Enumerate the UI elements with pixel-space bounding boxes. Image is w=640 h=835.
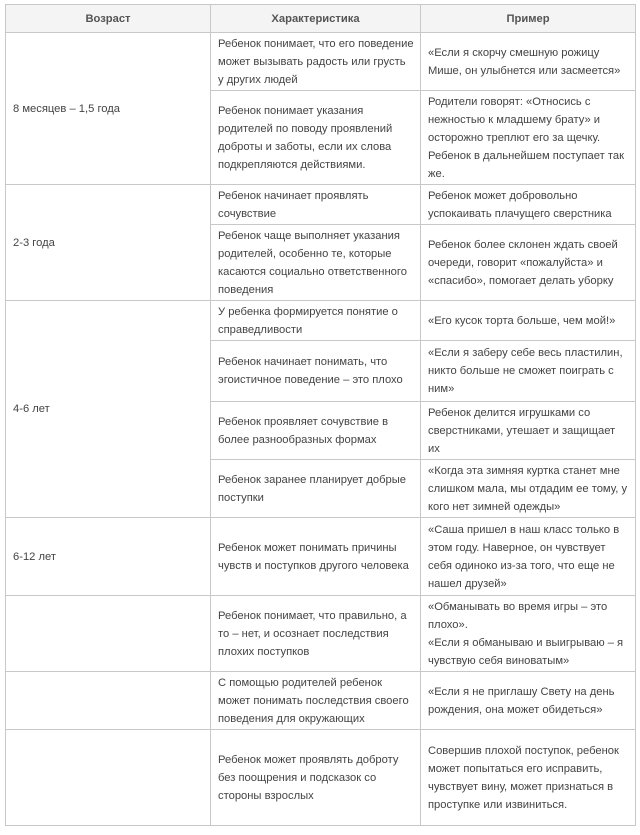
age-cell [6, 730, 211, 826]
example-cell: «Если я заберу себе весь пластилин, никто больше не сможет поиграть с ним» [421, 341, 636, 402]
characteristic-cell: Ребенок начинает проявлять сочувствие [211, 185, 421, 225]
header-characteristic: Характеристика [211, 5, 421, 33]
example-cell: «Если я не приглашу Свету на день рождения, она может обидеться» [421, 672, 636, 730]
header-age: Возраст [6, 5, 211, 33]
example-cell: «Когда эта зимняя куртка станет мне слишком мала, мы отдадим ее тому, у кого нет зимней одежды» [421, 460, 636, 518]
example-cell: «Если я скорчу смешную рожицу Мише, он улыбнется или засмеется» [421, 33, 636, 91]
development-table [5, 4, 636, 826]
age-cell: 8 месяцев – 1,5 года [6, 33, 211, 185]
example-cell: «Саша пришел в наш класс только в этом году. Наверное, он чувствует себя одиноко из-за того, что еще не нашел друзей» [421, 518, 636, 596]
characteristic-cell: У ребенка формируется понятие о справедливости [211, 301, 421, 341]
characteristic-cell: Ребенок понимает, что правильно, а то – нет, и осознает последствия плохих поступков [211, 596, 421, 672]
table-row [6, 596, 636, 672]
example-cell: Родители говорят: «Относись с нежностью к младшему брату» и осторожно треплют его за щечку. Ребенок в дальнейшем поступает так же. [421, 91, 636, 185]
characteristic-cell: Ребенок может понимать причины чувств и поступков другого человека [211, 518, 421, 596]
table-row [6, 185, 636, 225]
age-cell [6, 672, 211, 730]
characteristic-cell: Ребенок проявляет сочувствие в более разнообразных формах [211, 402, 421, 460]
example-cell: Ребенок может добровольно успокаивать плачущего сверстника [421, 185, 636, 225]
characteristic-cell: С помощью родителей ребенок может понимать последствия своего поведения для окружающих [211, 672, 421, 730]
age-cell: 2-3 года [6, 185, 211, 301]
table-row [6, 730, 636, 826]
characteristic-cell: Ребенок заранее планирует добрые поступки [211, 460, 421, 518]
table-row [6, 301, 636, 341]
characteristic-cell: Ребенок может проявлять доброту без поощрения и подсказок со стороны взрослых [211, 730, 421, 826]
table-row [6, 33, 636, 91]
characteristic-cell: Ребенок начинает понимать, что эгоистичное поведение – это плохо [211, 341, 421, 402]
example-cell: Ребенок делится игрушками со сверстниками, утешает и защищает их [421, 402, 636, 460]
table-row [6, 518, 636, 596]
header-example: Пример [421, 5, 636, 33]
characteristic-cell: Ребенок понимает указания родителей по поводу проявлений доброты и заботы, если их слова подкрепляются действиями. [211, 91, 421, 185]
header-row [6, 5, 636, 33]
example-cell: Совершив плохой поступок, ребенок может попытаться его исправить, чувствует вину, может признаться в проступке или извиниться. [421, 730, 636, 826]
age-cell [6, 596, 211, 672]
example-cell: «Его кусок торта больше, чем мой!» [421, 301, 636, 341]
example-cell: Ребенок более склонен ждать своей очереди, говорит «пожалуйста» и «спасибо», помогает делать уборку [421, 225, 636, 301]
age-cell: 4-6 лет [6, 301, 211, 518]
table-row [6, 672, 636, 730]
characteristic-cell: Ребенок понимает, что его поведение может вызывать радость или грусть у других людей [211, 33, 421, 91]
example-cell: «Обманывать во время игры – это плохо». «Если я обманываю и выигрываю – я чувствую себя виноватым» [421, 596, 636, 672]
age-cell: 6-12 лет [6, 518, 211, 596]
characteristic-cell: Ребенок чаще выполняет указания родителей, особенно те, которые касаются социально ответственного поведения [211, 225, 421, 301]
